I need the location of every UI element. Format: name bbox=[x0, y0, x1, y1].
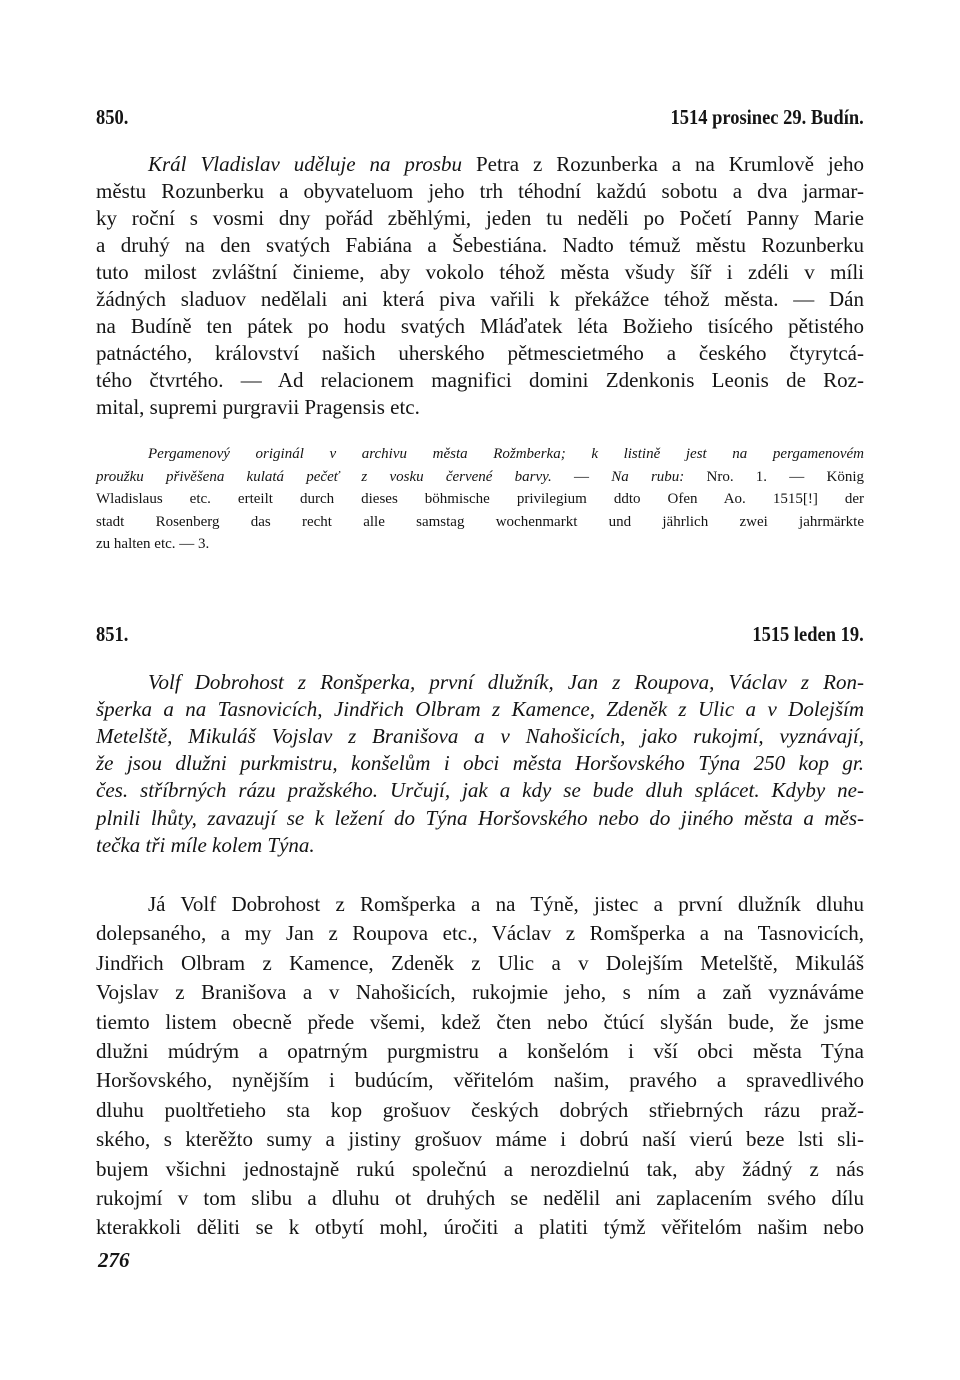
plain-text: mital, supremi purgravii Pragensis etc. bbox=[96, 395, 420, 419]
text-line bbox=[96, 832, 864, 859]
plain-text: městu Rozunberku a obyvateluom jeho trh téhodní každú sobotu a dva jarmar- bbox=[96, 179, 864, 203]
plain-text: Metelště, Mikuláš Vojslav z Branišova a v Nahošicích, jako rukojmí, vyznávají, bbox=[96, 723, 864, 748]
archival-note bbox=[96, 443, 864, 556]
text-line bbox=[96, 286, 864, 313]
text-line bbox=[96, 466, 864, 489]
plain-text: čes. stříbrných rázu pražského. Určují, jak a kdy se bude dluh splácet. Kdyby ne- bbox=[96, 778, 864, 803]
plain-text: zu halten etc. — 3. bbox=[96, 536, 210, 552]
text-line bbox=[96, 313, 864, 340]
text-line bbox=[96, 340, 864, 367]
text-line bbox=[96, 1037, 864, 1066]
plain-text: dolepsaného, a my Jan z Roupova etc., Václav z Romšperka a na Tasnovicích, bbox=[96, 921, 864, 946]
text-line bbox=[96, 232, 864, 259]
text-line bbox=[96, 1066, 864, 1095]
plain-text: Wladislaus etc. erteilt durch dieses böhmische privilegium ddto Ofen Ao. 1515[!] der bbox=[96, 491, 864, 507]
plain-text: kterakkoli děliti se k otbytí mohl, úročiti a platiti týmž věřitelóm našim nebo bbox=[96, 1215, 864, 1240]
regest-paragraph bbox=[96, 669, 864, 859]
charter-text bbox=[96, 890, 864, 1243]
text-line bbox=[96, 723, 864, 750]
plain-text: že jsou dlužni purkmistru, konšelům i obci města Horšovského Týna 250 kop gr. bbox=[96, 751, 864, 776]
plain-text: ského, s kterěžto sumy a jistiny grošuov máme i dobrú naší vierú beze lsti sli- bbox=[96, 1127, 864, 1152]
text-line bbox=[96, 1008, 864, 1037]
plain-text: a druhý na den svatých Fabiána a Šebestiána. Nadto témuž městu Rozunberku bbox=[96, 233, 864, 257]
text-line bbox=[96, 511, 864, 534]
plain-text: Volf Dobrohost z Ronšperka, první dlužník, Jan z Roupova, Václav z Ron- bbox=[148, 669, 864, 694]
entry-header bbox=[96, 105, 864, 130]
document-page bbox=[96, 0, 864, 1243]
plain-text: ky roční s vosmi dny pořád zběhlými, jeden tu neděli po Početí Panny Marie bbox=[96, 206, 864, 230]
text-line bbox=[96, 205, 864, 232]
plain-text: plnili lhůty, zavazují se k ležení do Týna Horšovského nebo do jiného města a měs- bbox=[96, 805, 864, 830]
text-line bbox=[96, 367, 864, 394]
text-line bbox=[96, 696, 864, 723]
text-line bbox=[96, 669, 864, 696]
plain-text: Horšovského, nynějším i budúcím, věřitelóm našim, pravého a spravedlivého bbox=[96, 1068, 864, 1093]
plain-text: Nro. 1. — König bbox=[684, 468, 864, 485]
plain-text: tuto milost zvláštní činieme, aby vokolo téhož města všudy šíř i zdéli v míli bbox=[96, 260, 864, 284]
italic-text: Na rubu: bbox=[611, 468, 685, 485]
entry-number: 851. bbox=[96, 621, 129, 646]
text-line bbox=[96, 978, 864, 1007]
entry-date: 1515 leden 19. bbox=[752, 621, 864, 646]
text-line bbox=[96, 1155, 864, 1184]
entry-number: 850. bbox=[96, 105, 129, 129]
italic-text: proužku přivěšena kulatá pečeť z vosku červené barvy. bbox=[96, 468, 552, 485]
text-line bbox=[96, 178, 864, 205]
text-line bbox=[96, 259, 864, 286]
plain-text: Petra z Rozunberka a na Krumlově jeho bbox=[462, 152, 864, 176]
text-line bbox=[96, 1096, 864, 1125]
text-line bbox=[96, 1184, 864, 1213]
italic-text: Král Vladislav uděluje na prosbu bbox=[148, 152, 462, 176]
plain-text: tého čtvrtého. — Ad relacionem magnifici domini Zdenkonis Leonis de Roz- bbox=[96, 368, 864, 392]
text-line bbox=[96, 750, 864, 777]
text-line bbox=[96, 890, 864, 919]
plain-text: tiemto listem obecně přede všemi, kdež čten nebo čtúcí slyšán bude, že jsme bbox=[96, 1009, 864, 1034]
text-line bbox=[96, 488, 864, 511]
plain-text: Jindřich Olbram z Kamence, Zdeněk z Ulic a v Dolejším Metelště, Mikuláš bbox=[96, 950, 864, 975]
plain-text: rukojmí v tom slibu a dluhu ot druhých se nedělil ani zaplacením svého dílu bbox=[96, 1185, 864, 1210]
plain-text: — bbox=[551, 468, 612, 485]
text-line bbox=[96, 533, 864, 556]
plain-text: dlužni múdrým a opatrným purgmistru a konšelóm i vší obci města Týna bbox=[96, 1038, 864, 1063]
text-line bbox=[96, 949, 864, 978]
plain-text: žádných sladuov nedělali ani která piva vařili k překážce téhož města. — Dán bbox=[96, 287, 864, 311]
plain-text: šperka a na Tasnovicích, Jindřich Olbram z Kamence, Zdeněk z Ulic a v Dolejším bbox=[96, 696, 864, 721]
text-line bbox=[96, 443, 864, 466]
plain-text: bujem všichni jednostajně rukú společnú a nerozdielnú tak, aby žádný z nás bbox=[96, 1156, 864, 1181]
text-line bbox=[96, 1213, 864, 1242]
plain-text: tečka tři míle kolem Týna. bbox=[96, 832, 315, 857]
text-line bbox=[96, 777, 864, 804]
text-line bbox=[96, 805, 864, 832]
italic-text: Pergamenový originál v archivu města Rožmberka; k listině jest na pergamenovém bbox=[148, 446, 864, 462]
plain-text: Vojslav z Branišova a v Nahošicích, rukojmie jeho, s ním a zaň vyznáváme bbox=[96, 980, 864, 1005]
entry-header bbox=[96, 622, 864, 647]
regest-paragraph bbox=[96, 151, 864, 421]
plain-text: patnáctého, království našich uherského pětmescietmého a českého čtyrytcá- bbox=[96, 341, 864, 365]
text-line bbox=[96, 919, 864, 948]
plain-text: na Budíně ten pátek po hodu svatých Mláďatek léta Božieho tisícého pětistého bbox=[96, 314, 864, 338]
text-line bbox=[96, 151, 864, 178]
plain-text: Já Volf Dobrohost z Romšperka a na Týně, jistec a první dlužník dluhu bbox=[148, 891, 864, 916]
page-number: 276 bbox=[98, 1248, 130, 1272]
plain-text: stadt Rosenberg das recht alle samstag wochenmarkt und jährlich zwei jahrmärkte bbox=[96, 513, 864, 530]
plain-text: dluhu puoltřetieho sta kop grošuov českých dobrých střiebrných rázu praž- bbox=[96, 1097, 864, 1122]
entry-date: 1514 prosinec 29. Budín. bbox=[670, 105, 864, 129]
text-line bbox=[96, 1125, 864, 1154]
text-line bbox=[96, 394, 864, 421]
